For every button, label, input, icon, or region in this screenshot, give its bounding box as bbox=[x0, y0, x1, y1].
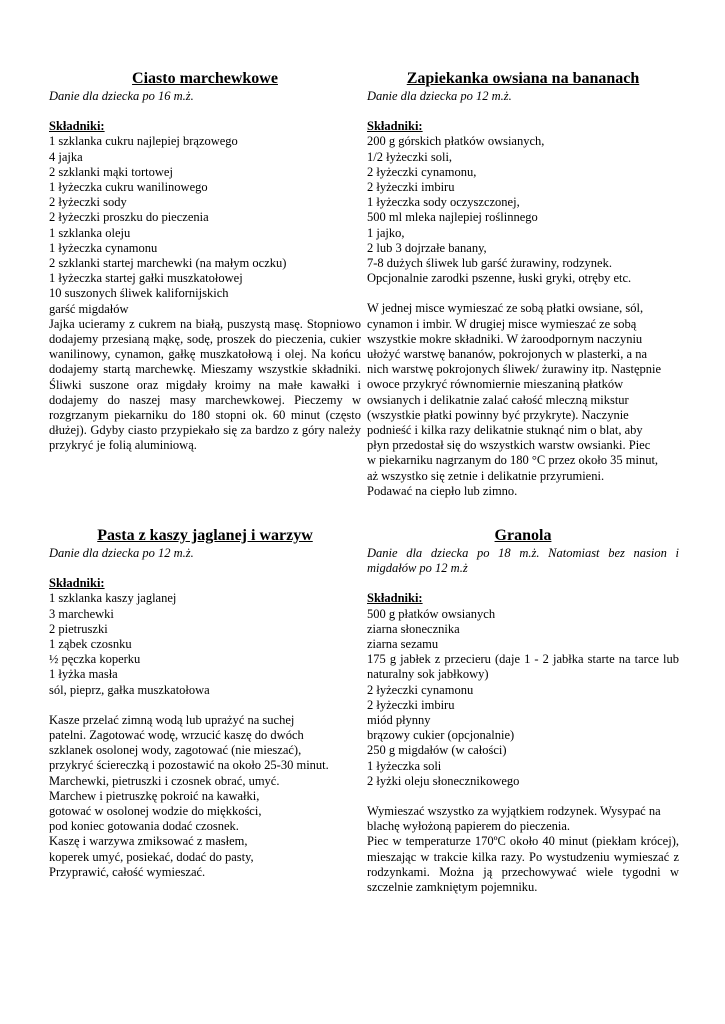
ingredient-item: brązowy cukier (opcjonalnie) bbox=[367, 728, 515, 743]
instruction-line: (wszystkie płatki powinny być przykryte). Naczynie bbox=[367, 407, 629, 422]
instruction-line: przykryć ściereczką i pozostawić na około 25-30 minut. bbox=[49, 758, 329, 773]
ingredient-item: 1 łyżeczka startej gałki muszkatołowej bbox=[49, 271, 243, 286]
instruction-line: Kasze przelać zimną wodą lub uprażyć na suchej bbox=[49, 712, 295, 727]
recipe-title: Zapiekanka owsiana na bananach bbox=[406, 70, 640, 87]
ingredient-item: 200 g górskich płatków owsianych, bbox=[367, 134, 545, 149]
ingredient-item: 1 łyżeczka cukru wanilinowego bbox=[49, 180, 208, 195]
ingredient-item: 1 szklanka kaszy jaglanej bbox=[49, 591, 177, 606]
ingredient-item: 2 pietruszki bbox=[49, 621, 108, 636]
ingredients-list bbox=[49, 134, 361, 316]
ingredients-label: Składniki: bbox=[49, 119, 105, 134]
ingredient-item: sól, pieprz, gałka muszkatołowa bbox=[49, 682, 210, 697]
ingredient-item: miód płynny bbox=[367, 713, 431, 728]
recipe-millet-vegetable-paste bbox=[49, 527, 361, 880]
instruction-line: gotować w osolonej wodzie do miękkości, bbox=[49, 804, 262, 819]
ingredient-item: 1/2 łyżeczki soli, bbox=[367, 149, 453, 164]
ingredient-item: Opcjonalnie zarodki pszenne, łuski gryki, otręby etc. bbox=[367, 271, 632, 286]
ingredient-item: 2 łyżeczki sody bbox=[49, 195, 127, 210]
recipe-carrot-cake bbox=[49, 70, 361, 454]
recipe-oat-banana-bake bbox=[367, 70, 679, 499]
ingredients-label: Składniki: bbox=[49, 576, 105, 591]
ingredient-item: 2 łyżeczki proszku do pieczenia bbox=[49, 210, 209, 225]
instruction-line: podnieść i kilka razy delikatnie stuknąć nim o blat, aby bbox=[367, 423, 643, 438]
ingredient-item: 1 szklanka oleju bbox=[49, 225, 131, 240]
instruction-line: aż wszystko się zetnie i delikatnie przyrumieni. bbox=[367, 468, 605, 483]
ingredient-item: 2 łyżeczki cynamonu bbox=[367, 682, 474, 697]
ingredient-item: 1 łyżeczka cynamonu bbox=[49, 240, 158, 255]
ingredient-item: 2 łyżeczki cynamonu, bbox=[367, 164, 477, 179]
ingredient-item: 10 suszonych śliwek kalifornijskich bbox=[49, 286, 229, 301]
ingredients-list bbox=[367, 134, 679, 286]
recipe-granola bbox=[367, 527, 679, 895]
instruction-line: Marchew i pietruszkę pokroić na kawałki, bbox=[49, 788, 260, 803]
instruction-line: pod koniec gotowania dodać czosnek. bbox=[49, 819, 239, 834]
instruction-line: W jednej misce wymieszać ze sobą płatki owsiane, sól, bbox=[367, 301, 644, 316]
ingredient-item: 1 jajko, bbox=[367, 225, 405, 240]
ingredients-list bbox=[49, 591, 361, 697]
recipe-instructions: Wymieszać wszystko za wyjątkiem rodzynek. Wysypać na blachę wyłożoną papierem do pieczenia. bbox=[367, 804, 661, 834]
ingredient-item: 1 łyżka masła bbox=[49, 667, 118, 682]
ingredient-item: 500 g płatków owsianych bbox=[367, 606, 496, 621]
ingredients-list bbox=[367, 607, 679, 789]
ingredient-item: ziarna sezamu bbox=[367, 637, 439, 652]
instruction-line: cynamon i imbir. W drugiej misce wymieszać ze sobą bbox=[367, 316, 637, 331]
instruction-line: Przyprawić, całość wymieszać. bbox=[49, 864, 206, 879]
instruction-line: koperek umyć, posiekać, dodać do pasty, bbox=[49, 849, 254, 864]
ingredient-item: 1 łyżeczka soli bbox=[367, 758, 442, 773]
instruction-line: szklanek osolonej wody, zagotować (nie mieszać), bbox=[49, 743, 302, 758]
instruction-line: wszystkie mokre składniki. W żaroodpornym naczyniu bbox=[367, 331, 643, 346]
ingredient-item: 2 łyżeczki imbiru bbox=[367, 697, 455, 712]
recipe-subtitle: Danie dla dziecka po 12 m.ż. bbox=[367, 89, 512, 103]
ingredient-item: ½ pęczka koperku bbox=[49, 652, 141, 667]
ingredient-item: 2 szklanki startej marchewki (na małym oczku) bbox=[49, 256, 287, 271]
recipe-subtitle: Danie dla dziecka po 16 m.ż. bbox=[49, 89, 194, 103]
ingredient-item: 2 szklanki mąki tortowej bbox=[49, 164, 173, 179]
ingredient-item: 1 ząbek czosnku bbox=[49, 637, 132, 652]
instruction-line: owoce przykryć równomiernie mieszaniną płatków bbox=[367, 377, 624, 392]
instruction-line: nich warstwę pokrojonych śliwek/ żurawiny itp. Następnie bbox=[367, 362, 662, 377]
instruction-line: w piekarniku nagrzanym do 180 °C przez około 35 minut, bbox=[367, 453, 659, 468]
recipe-title: Granola bbox=[494, 527, 552, 544]
ingredient-item: 3 marchewki bbox=[49, 606, 114, 621]
ingredient-item: 2 łyżeczki imbiru bbox=[367, 180, 455, 195]
recipe-instructions bbox=[367, 301, 679, 499]
ingredients-label: Składniki: bbox=[367, 591, 423, 606]
ingredient-item: 2 lub 3 dojrzałe banany, bbox=[367, 240, 487, 255]
recipe-instructions bbox=[49, 713, 361, 880]
ingredient-item: 1 łyżeczka sody oczyszczonej, bbox=[367, 195, 520, 210]
ingredients-label: Składniki: bbox=[367, 119, 423, 134]
instruction-line: Kaszę i warzywa zmiksować z masłem, bbox=[49, 834, 248, 849]
recipe-instructions: Jajka ucieramy z cukrem na białą, puszystą masę. Stopniowo dodajemy przesianą mąkę, sodę, proszek do pieczenia, cukier wanilinowy, cynamon, gałkę muszkatołową i olej. Na końcu dodajemy startą marchewkę. Mieszamy wszystkie składniki. Śliwki suszone oraz migdały kroimy na małe kawałki i dodajemy do naszej masy marchewkowej. Pieczemy w rozgrzanym piekarniku do 180 stopni ok. 60 minut (często dłużej). Gdyby ciasto przypiekało się za bardzo z góry należy przykryć je folią aluminiową. bbox=[49, 316, 361, 453]
recipe-title: Pasta z kaszy jaglanej i warzyw bbox=[97, 527, 313, 544]
ingredient-item: 4 jajka bbox=[49, 149, 83, 164]
ingredient-item: 1 szklanka cukru najlepiej brązowego bbox=[49, 134, 238, 149]
ingredient-item: ziarna słonecznika bbox=[367, 621, 460, 636]
instruction-line: płyn przedostał się do wszystkich warstw owsianki. Piec bbox=[367, 438, 651, 453]
ingredient-item: 500 ml mleka najlepiej roślinnego bbox=[367, 210, 538, 225]
instruction-line: Marchewki, pietruszki i czosnek obrać, umyć. bbox=[49, 773, 280, 788]
instruction-line: ułożyć warstwę bananów, pokrojonych w plasterki, a na bbox=[367, 347, 648, 362]
ingredient-item: 2 łyżki oleju słonecznikowego bbox=[367, 773, 520, 788]
ingredient-item: garść migdałów bbox=[49, 301, 129, 316]
ingredient-item: 175 g jabłek z przecieru (daje 1 - 2 jabłka starte na tarce lub naturalny sok jabłkowy) bbox=[367, 652, 679, 682]
ingredient-item: 7-8 dużych śliwek lub garść żurawiny, rodzynek. bbox=[367, 256, 612, 271]
instruction-line: owsianych i delikatnie zalać całość mleczną mikstur bbox=[367, 392, 629, 407]
instruction-line: patelni. Zagotować wodę, wrzucić kaszę do dwóch bbox=[49, 728, 304, 743]
recipe-subtitle: Danie dla dziecka po 18 m.ż. Natomiast bez nasion i migdałów po 12 m.ż bbox=[367, 546, 679, 576]
ingredient-item: 250 g migdałów (w całości) bbox=[367, 743, 507, 758]
recipe-title: Ciasto marchewkowe bbox=[132, 70, 278, 87]
recipe-instructions-continued: Piec w temperaturze 170ºC około 40 minut (piekłam krócej), mieszając w trakcie kilka razy. Po wystudzeniu wymieszać z rodzynkami. Można ją przechowywać wiele tygodni w szczelnie zamkniętym pojemniku. bbox=[367, 834, 679, 895]
recipe-subtitle: Danie dla dziecka po 12 m.ż. bbox=[49, 546, 194, 560]
instruction-line: Podawać na ciepło lub zimno. bbox=[367, 483, 518, 498]
